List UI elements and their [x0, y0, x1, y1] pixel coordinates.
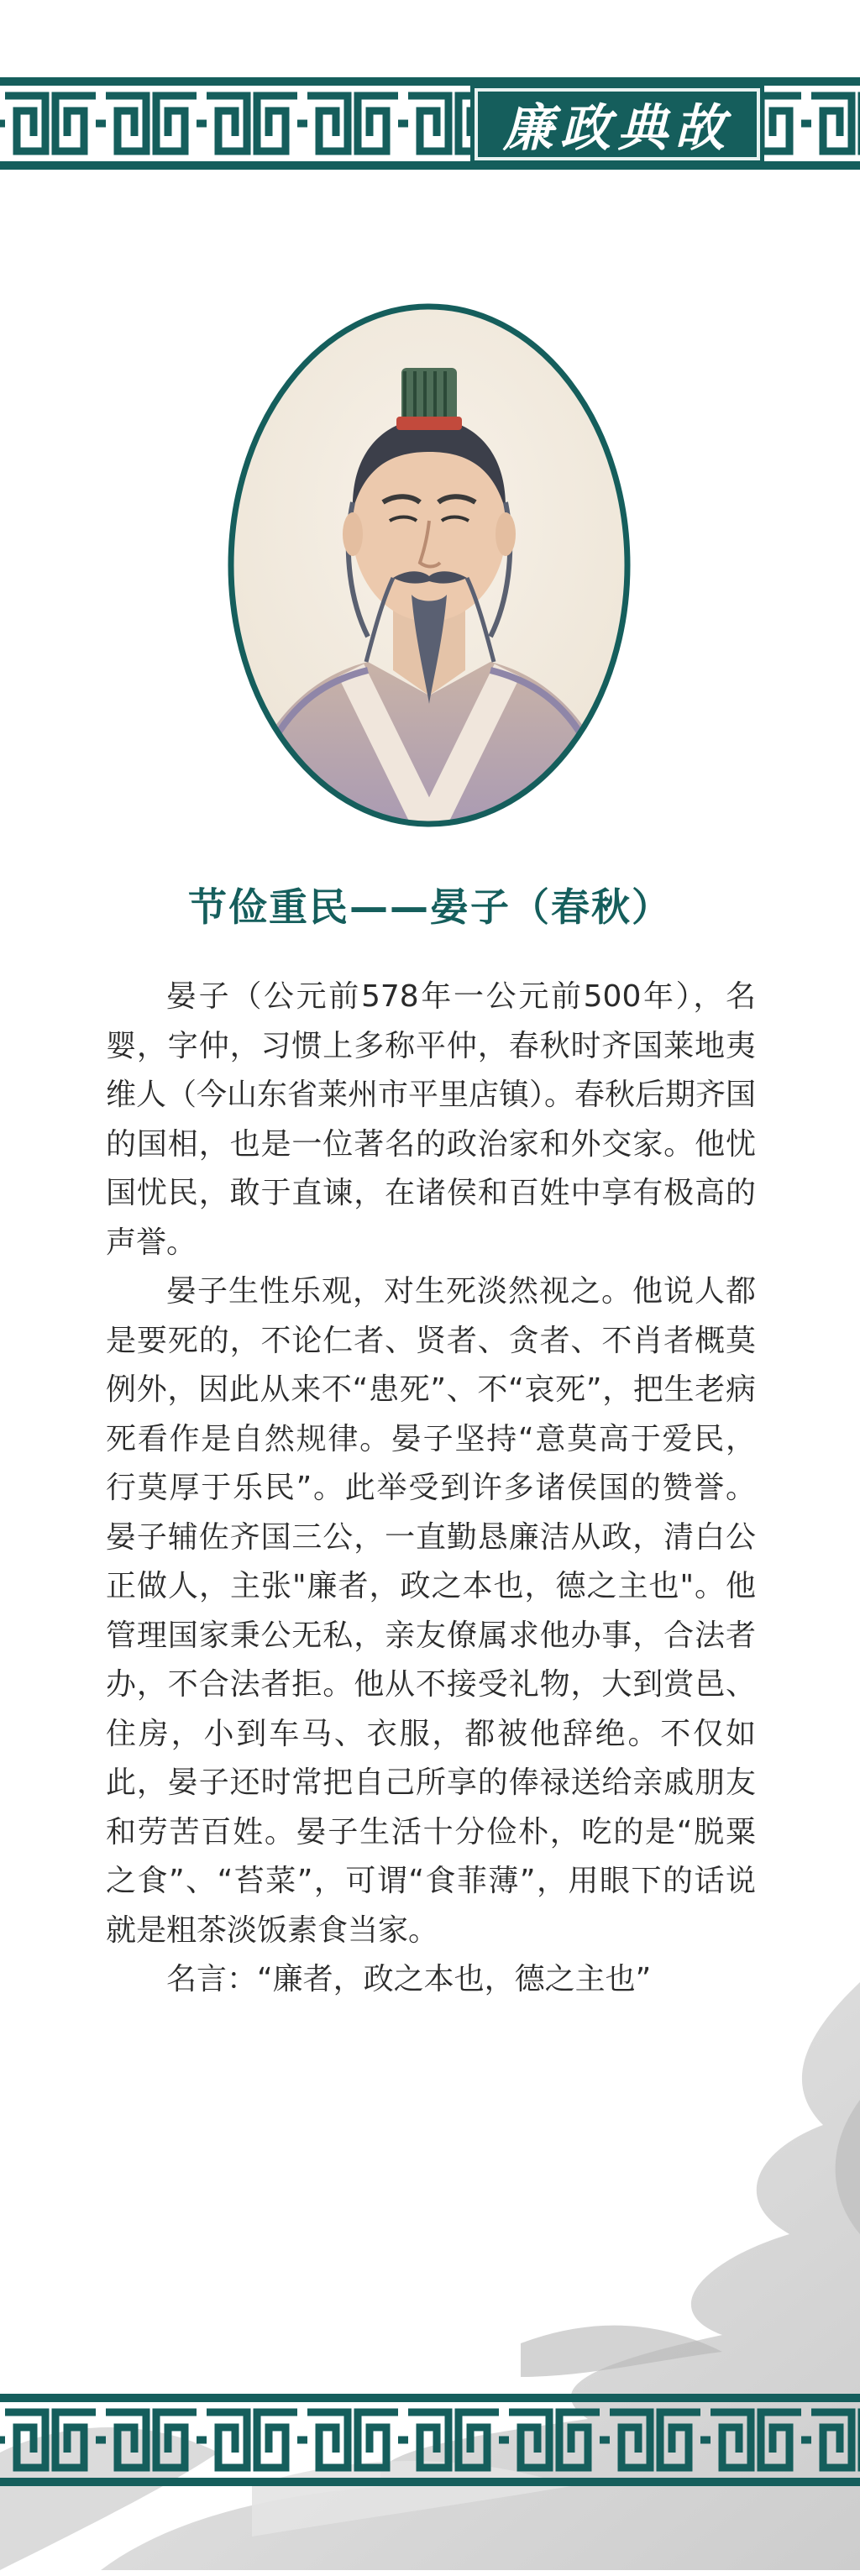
banner-title: 廉政典故 [470, 84, 764, 165]
paragraph-story: 晏子生性乐观，对生死淡然视之。他说人都是要死的，不论仁者、贤者、贪者、不肖者概莫例外，因此从来不“患死”、不“哀死”，把生老病死看作是自然规律。晏子坚持“意莫高于爱民，行莫厚于乐民”。此举受到许多诸侯国的赞誉。晏子辅佐齐国三公，一直勤恳廉洁从政，清白公正做人，主张"廉者，政之本也，德之主也"。他管理国家秉公无私，亲友僚属求他办事，合法者办，不合法者拒。他从不接受礼物，大到赏邑、住房，小到车马、衣服，都被他辞绝。不仅如此，晏子还时常把自己所享的俸禄送给亲戚朋友和劳苦百姓。晏子生活十分俭朴，吃的是“脱粟之食”、“苔菜”，可谓“食菲薄”，用眼下的话说就是粗茶淡饭素食当家。 [106, 1274, 756, 1948]
yanzi-portrait [225, 301, 633, 830]
article-heading: 节俭重民——晏子（春秋） [188, 884, 672, 930]
paragraph-quote: 名言：“廉者，政之本也，德之主也” [166, 1962, 652, 1996]
article-body [106, 973, 756, 2005]
paragraph-intro: 晏子（公元前578年一公元前500年），名婴，字仲，习惯上多称平仲，春秋时齐国莱地夷维人（今山东省莱州市平里店镇）。春秋后期齐国的国相，也是一位著名的政治家和外交家。他忧国忧民，敢于直谏，在诸侯和百姓中享有极高的声誉。 [106, 979, 757, 1260]
bottom-ornament-band [0, 2394, 860, 2486]
